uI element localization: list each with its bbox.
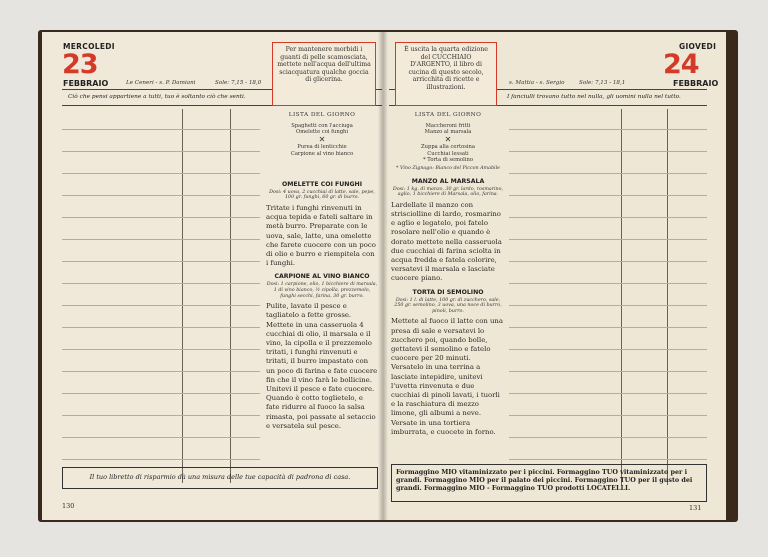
grid-line — [509, 393, 707, 394]
grid-line — [62, 239, 260, 240]
left-page-number: 130 — [62, 502, 75, 510]
cutlery-icon: ✕ — [318, 135, 326, 145]
grid-line — [62, 151, 260, 152]
grid-line — [509, 217, 707, 218]
right-motto: I fanciulli trovano tutto nel nulla, gli uomini nulla nel tutto. — [507, 94, 681, 100]
grid-line — [62, 349, 260, 350]
right-notes-grid — [509, 109, 707, 485]
left-page — [42, 32, 383, 520]
grid-line — [62, 261, 260, 262]
right-saints: s. Mattia - s. Sergio — [509, 80, 565, 86]
left-sun-times: Sole: 7,15 - 18,0 — [215, 80, 262, 86]
grid-line — [509, 415, 707, 416]
right-grid-divider-1 — [621, 109, 622, 485]
left-recipe2-dosi: Dosi: 1 carpione, olio, 1 bicchiere di marsala, 1 di vino bianco, ½ cipolla, prezzemolo, funghi secchi, farina, 30 gr. burro. — [266, 282, 378, 299]
right-ad-text: Formaggino MIO vitaminizzato per i piccini. Formaggino TUO vitaminizzato per i grandi. Formaggino MIO per il palato dei piccini. Formaggino TUO per il gusto dei grandi. Formaggino MIO - Formaggino TUO prodotti LOCATELLI. — [396, 468, 693, 493]
grid-line — [509, 129, 707, 130]
grid-line — [509, 151, 707, 152]
left-motto: Ciò che pensi appartiene a tutti, tuo è soltanto ciò che senti. — [68, 94, 246, 100]
right-day-number: 24 — [663, 49, 699, 80]
right-page — [383, 32, 726, 520]
left-menu-item: Purea di lenticchie — [297, 144, 347, 151]
grid-line — [509, 437, 707, 438]
right-recipe2-title: TORTA DI SEMOLINO — [412, 288, 484, 296]
left-grid-divider-2 — [230, 109, 231, 483]
right-recipe2-dosi: Dosi: 1 l. di latte, 100 gr. di zucchero, sale, 250 gr. semolino, 3 uova, una noce di burro, pinoli, burro. — [394, 297, 502, 314]
left-tip-box — [272, 42, 376, 106]
left-menu-item: Spaghetti con l'acciuga — [291, 123, 353, 129]
right-recipe1-title: MANZO AL MARSALA — [411, 177, 485, 185]
grid-line — [62, 437, 260, 438]
right-month: FEBBRAIO — [673, 79, 719, 88]
grid-line — [62, 459, 260, 460]
right-menu-wine: * Vino Zignago: Bianco del Piccon Amabile — [396, 166, 500, 172]
right-menu-item: Maccheroni fritti — [425, 123, 471, 129]
grid-line — [509, 239, 707, 240]
right-ad-box — [391, 464, 707, 502]
right-weekday: GIOVEDI — [679, 42, 717, 51]
left-menu-item: Carpione al vino bianco — [290, 150, 354, 157]
grid-line — [62, 217, 260, 218]
right-menu-item: Manzo al marsala — [424, 129, 472, 136]
grid-line — [509, 349, 707, 350]
grid-line — [62, 305, 260, 306]
right-menu-title: LISTA DEL GIORNO — [414, 112, 482, 118]
right-menu-item: * Torta di semolino — [423, 156, 473, 163]
book-spine — [378, 32, 388, 520]
grid-line — [509, 261, 707, 262]
left-footer-box — [62, 467, 378, 489]
left-month: FEBBRAIO — [63, 79, 109, 88]
left-recipe1-text: Tritate i funghi rinvenuti in acqua tepida e fateli saltare in metà burro. Preparate con le uova, sale, latte, una omelette che farete cuocere con un poco di olio e burro e riempitela con i funghi. — [266, 204, 376, 268]
right-menu-item: Cucchiai lessati — [427, 150, 469, 157]
left-recipe-column — [266, 112, 378, 431]
left-tip-text: Per mantenere morbidi i guanti di pelle scamosciata, mettete nell'acqua dell'ultima sciacquatura qualche goccia di glicerina. — [277, 46, 371, 84]
left-menu-title: LISTA DEL GIORNO — [288, 112, 356, 118]
left-weekday: MERCOLEDI — [63, 42, 115, 51]
grid-line — [62, 283, 260, 284]
right-page-number: 131 — [689, 504, 702, 512]
grid-line — [62, 415, 260, 416]
grid-line — [509, 173, 707, 174]
left-recipe1-dosi: Dosi: 4 uova, 2 cucchiai di latte, sale, pepe, 100 gr. funghi, 60 gr. di burro. — [269, 189, 375, 201]
left-grid-divider-1 — [182, 109, 183, 483]
grid-line — [62, 371, 260, 372]
left-day-number: 23 — [62, 49, 98, 80]
grid-line — [509, 195, 707, 196]
grid-line — [509, 459, 707, 460]
right-grid-divider-2 — [667, 109, 668, 485]
right-tip-box — [395, 42, 497, 106]
left-notes-grid — [62, 109, 262, 483]
left-recipe1-title: OMELETTE COI FUNGHI — [281, 180, 363, 188]
left-recipe2-text: Pulite, lavate il pesce e tagliatelo a fette grosse. Mettete in una casseruola 4 cucchiai di olio, il marsala e il vino, la cipolla e il prezzemolo tritati, i funghi rinvenuti e tritati, il burro impastato con un poco di farina e fate cuocere fin che il vino farà le bollicine. Unitevi il pesce e fate cuocere. Quando è cotto toglietelo, e fate ridurre al fuoco la salsa rimasta, poi passate al setaccio e versatela sul pesce. — [266, 302, 378, 430]
grid-line — [62, 129, 260, 130]
right-menu-item: Zuppa alla certosina — [421, 144, 475, 151]
grid-line — [62, 327, 260, 328]
right-recipe2-text: Mettete al fuoco il latte con una presa di sale e versatevi lo zucchero poi, quando bolle, gettatevi il semolino e fatelo cuocere per 20 minuti. Versatelo in una terrina a lasciate intepidire, unitevi l'uvetta rinvenuta e due cucchiai di pinoli lavati, i tuorli e la raschiatura di mezzo limone, gli albumi a neve. Versate in una tortiera imburrata, e cuocete in forno. — [391, 317, 503, 436]
right-tip-text: È uscita la quarta edizione del CUCCHIAIO D'ARGENTO, il libro di cucina di questo secolo, arricchita di ricette e illustrazioni. — [404, 46, 488, 91]
right-recipe1-dosi: Dosi: 1 kg. di manzo, 30 gr. lardo, rosmarino, aglio, 1 bicchiere di Marsala, olio, farina. — [392, 186, 504, 198]
left-recipe2-title: CARPIONE AL VINO BIANCO — [274, 273, 370, 281]
grid-line — [509, 305, 707, 306]
left-menu-item: Omelette coi funghi — [295, 129, 349, 136]
grid-line — [509, 371, 707, 372]
grid-line — [62, 173, 260, 174]
left-saints: Le Ceneri - s. P. Damiani — [126, 80, 196, 86]
grid-line — [509, 327, 707, 328]
right-recipe-column — [391, 112, 505, 437]
left-footer-text: Il tuo libretto di risparmio dà una misura delle tue capacità di padrona di casa. — [89, 473, 351, 481]
grid-line — [509, 283, 707, 284]
right-recipe1-text: Lardellate il manzo con strisciolline di lardo, rosmarino e aglio e legatelo, poi fatelo rosolare nell'olio e quando è dorato mettete nella casseruola due cucchiai di farina sciolta in acqua fredda e fatela colorire, versatevi il marsala e lasciate cuocere piano. — [391, 200, 502, 283]
right-sun-times: Sole: 7,13 - 18,1 — [579, 80, 626, 86]
grid-line — [62, 393, 260, 394]
grid-line — [62, 195, 260, 196]
cutlery-icon: ✕ — [444, 135, 452, 145]
